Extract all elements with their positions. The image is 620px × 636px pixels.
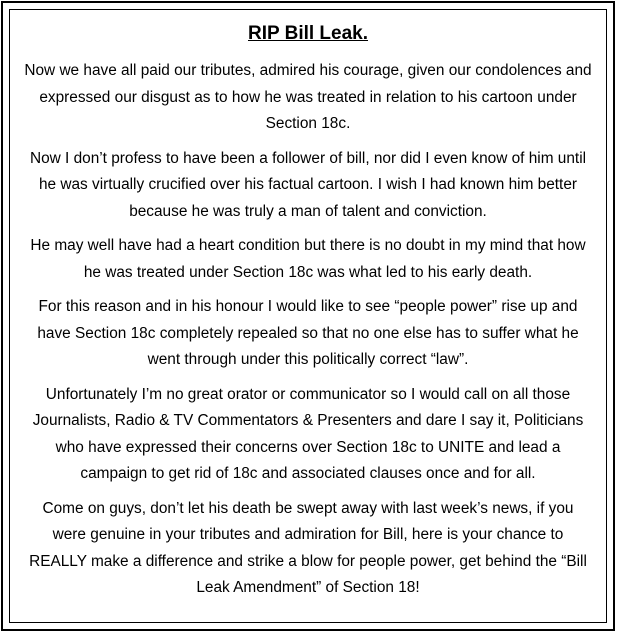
document-title: RIP Bill Leak. [247,23,369,44]
paragraph-1: Now we have all paid our tributes, admired his courage, given our condolences and expressed our disgust as to how he was treated in relation to his cartoon under Section 18c. [24,62,592,132]
document-body [9,9,607,623]
paragraph-4: For this reason and in his honour I would like to see “people power” rise up and have Section 18c completely repealed so that no one else has to suffer what he went through under this politically correct “law”. [37,298,579,368]
paragraph-2: Now I don’t profess to have been a follower of bill, nor did I even know of him until he was virtually crucified over his factual cartoon. I wish I had known him better because he was truly a man of talent and conviction. [29,149,587,220]
document-frame [1,1,615,631]
paragraph-3: He may well have had a heart condition but there is no doubt in my mind that how he was treated under Section 18c was what led to his early death. [30,237,586,281]
paragraph-5: Unfortunately I’m no great orator or communicator so I would call on all those Journalists, Radio & TV Commentators & Presenters and dare I say it, Politicians who have expressed their concerns over Section 18c to UNITE and lead a campaign to get rid of 18c and associated clauses once and for all. [32,385,584,482]
paragraph-6: Come on guys, don’t let his death be swept away with last week’s news, if you were genuine in your tributes and admiration for Bill, here is your chance to REALLY make a difference and strike a blow for people power, get behind the “Bill Leak Amendment” of Section 18! [29,499,587,596]
